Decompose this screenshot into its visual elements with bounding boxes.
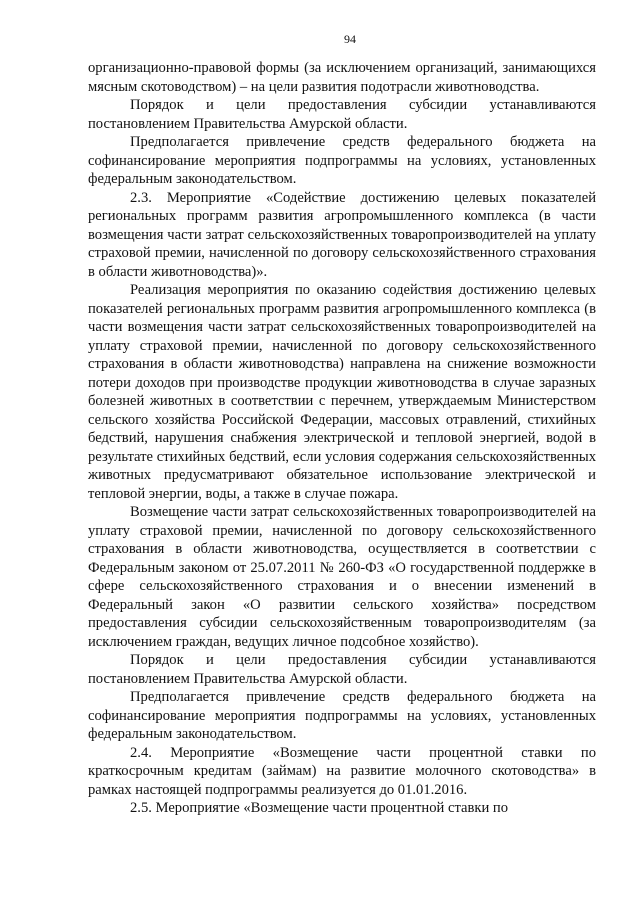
paragraph-4: 2.3. Мероприятие «Содействие достижению целевых показателей региональных программ развития агропромышленного комплекса (в части возмещения части затрат сельскохозяйственных товаропроизводителей на уплату страховой премии, начисленной по договору сельскохозяйственного страхования в области животноводства)». [88,189,596,280]
paragraph-10: 2.5. Мероприятие «Возмещение части процентной ставки по [130,800,509,816]
paragraph-2: Порядок и цели предоставления субсидии устанавливаются постановлением Правительства Амурской области. [88,97,596,132]
paragraph-8: Предполагается привлечение средств федерального бюджета на софинансирование мероприятия подпрограммы на условиях, установленных федеральным законодательством. [88,689,596,742]
paragraph-1: организационно-правовой формы (за исключением организаций, занимающихся мясным скотоводством) – на цели развития подотрасли животноводства. [88,60,596,95]
paragraph-3: Предполагается привлечение средств федерального бюджета на софинансирование мероприятия подпрограммы на условиях, установленных федеральным законодательством. [88,134,596,187]
page-number: 94 [344,32,356,46]
paragraph-5: Реализация мероприятия по оказанию содействия достижению целевых показателей региональных программ развития агропромышленного комплекса (в части возмещения части затрат сельскохозяйственных товаропроизводителей на уплату страховой премии, начисленной по договору сельскохозяйственного страхования в области животноводства) направлена на снижение возможности потери доходов при производстве продукции животноводства в случае заразных болезней животных в соответствии с перечнем, утверждаемым Министерством сельского хозяйства Российской Федерации, массовых отравлений, стихийных бедствий, нарушения снабжения электрической и тепловой энергией, водой в результате стихийных бедствий, если условия содержания сельскохозяйственных животных предусматривают обязательное использование электрической и тепловой энергии, воды, а также в случае пожара. [88,282,596,502]
paragraph-9: 2.4. Мероприятие «Возмещение части процентной ставки по краткосрочным кредитам (займам) на развитие молочного скотоводства» в рамках настоящей подпрограммы реализуется до 01.01.2016. [88,744,596,798]
paragraph-6: Возмещение части затрат сельскохозяйственных товаропроизводителей на уплату страховой премии, начисленной по договору сельскохозяйственного страхования в области животноводства, осуществляется в соответствии с Федеральным законом от 25.07.2011 № 260-ФЗ «О государственной поддержке в сфере сельскохозяйственного страхования и о внесении изменений в Федеральный закон «О развитии сельского хозяйства» посредством предоставления субсидии сельскохозяйственным товаропроизводителям (за исключением граждан, ведущих личное подсобное хозяйство). [88,504,596,650]
paragraph-7: Порядок и цели предоставления субсидии устанавливаются постановлением Правительства Амурской области. [88,652,596,687]
